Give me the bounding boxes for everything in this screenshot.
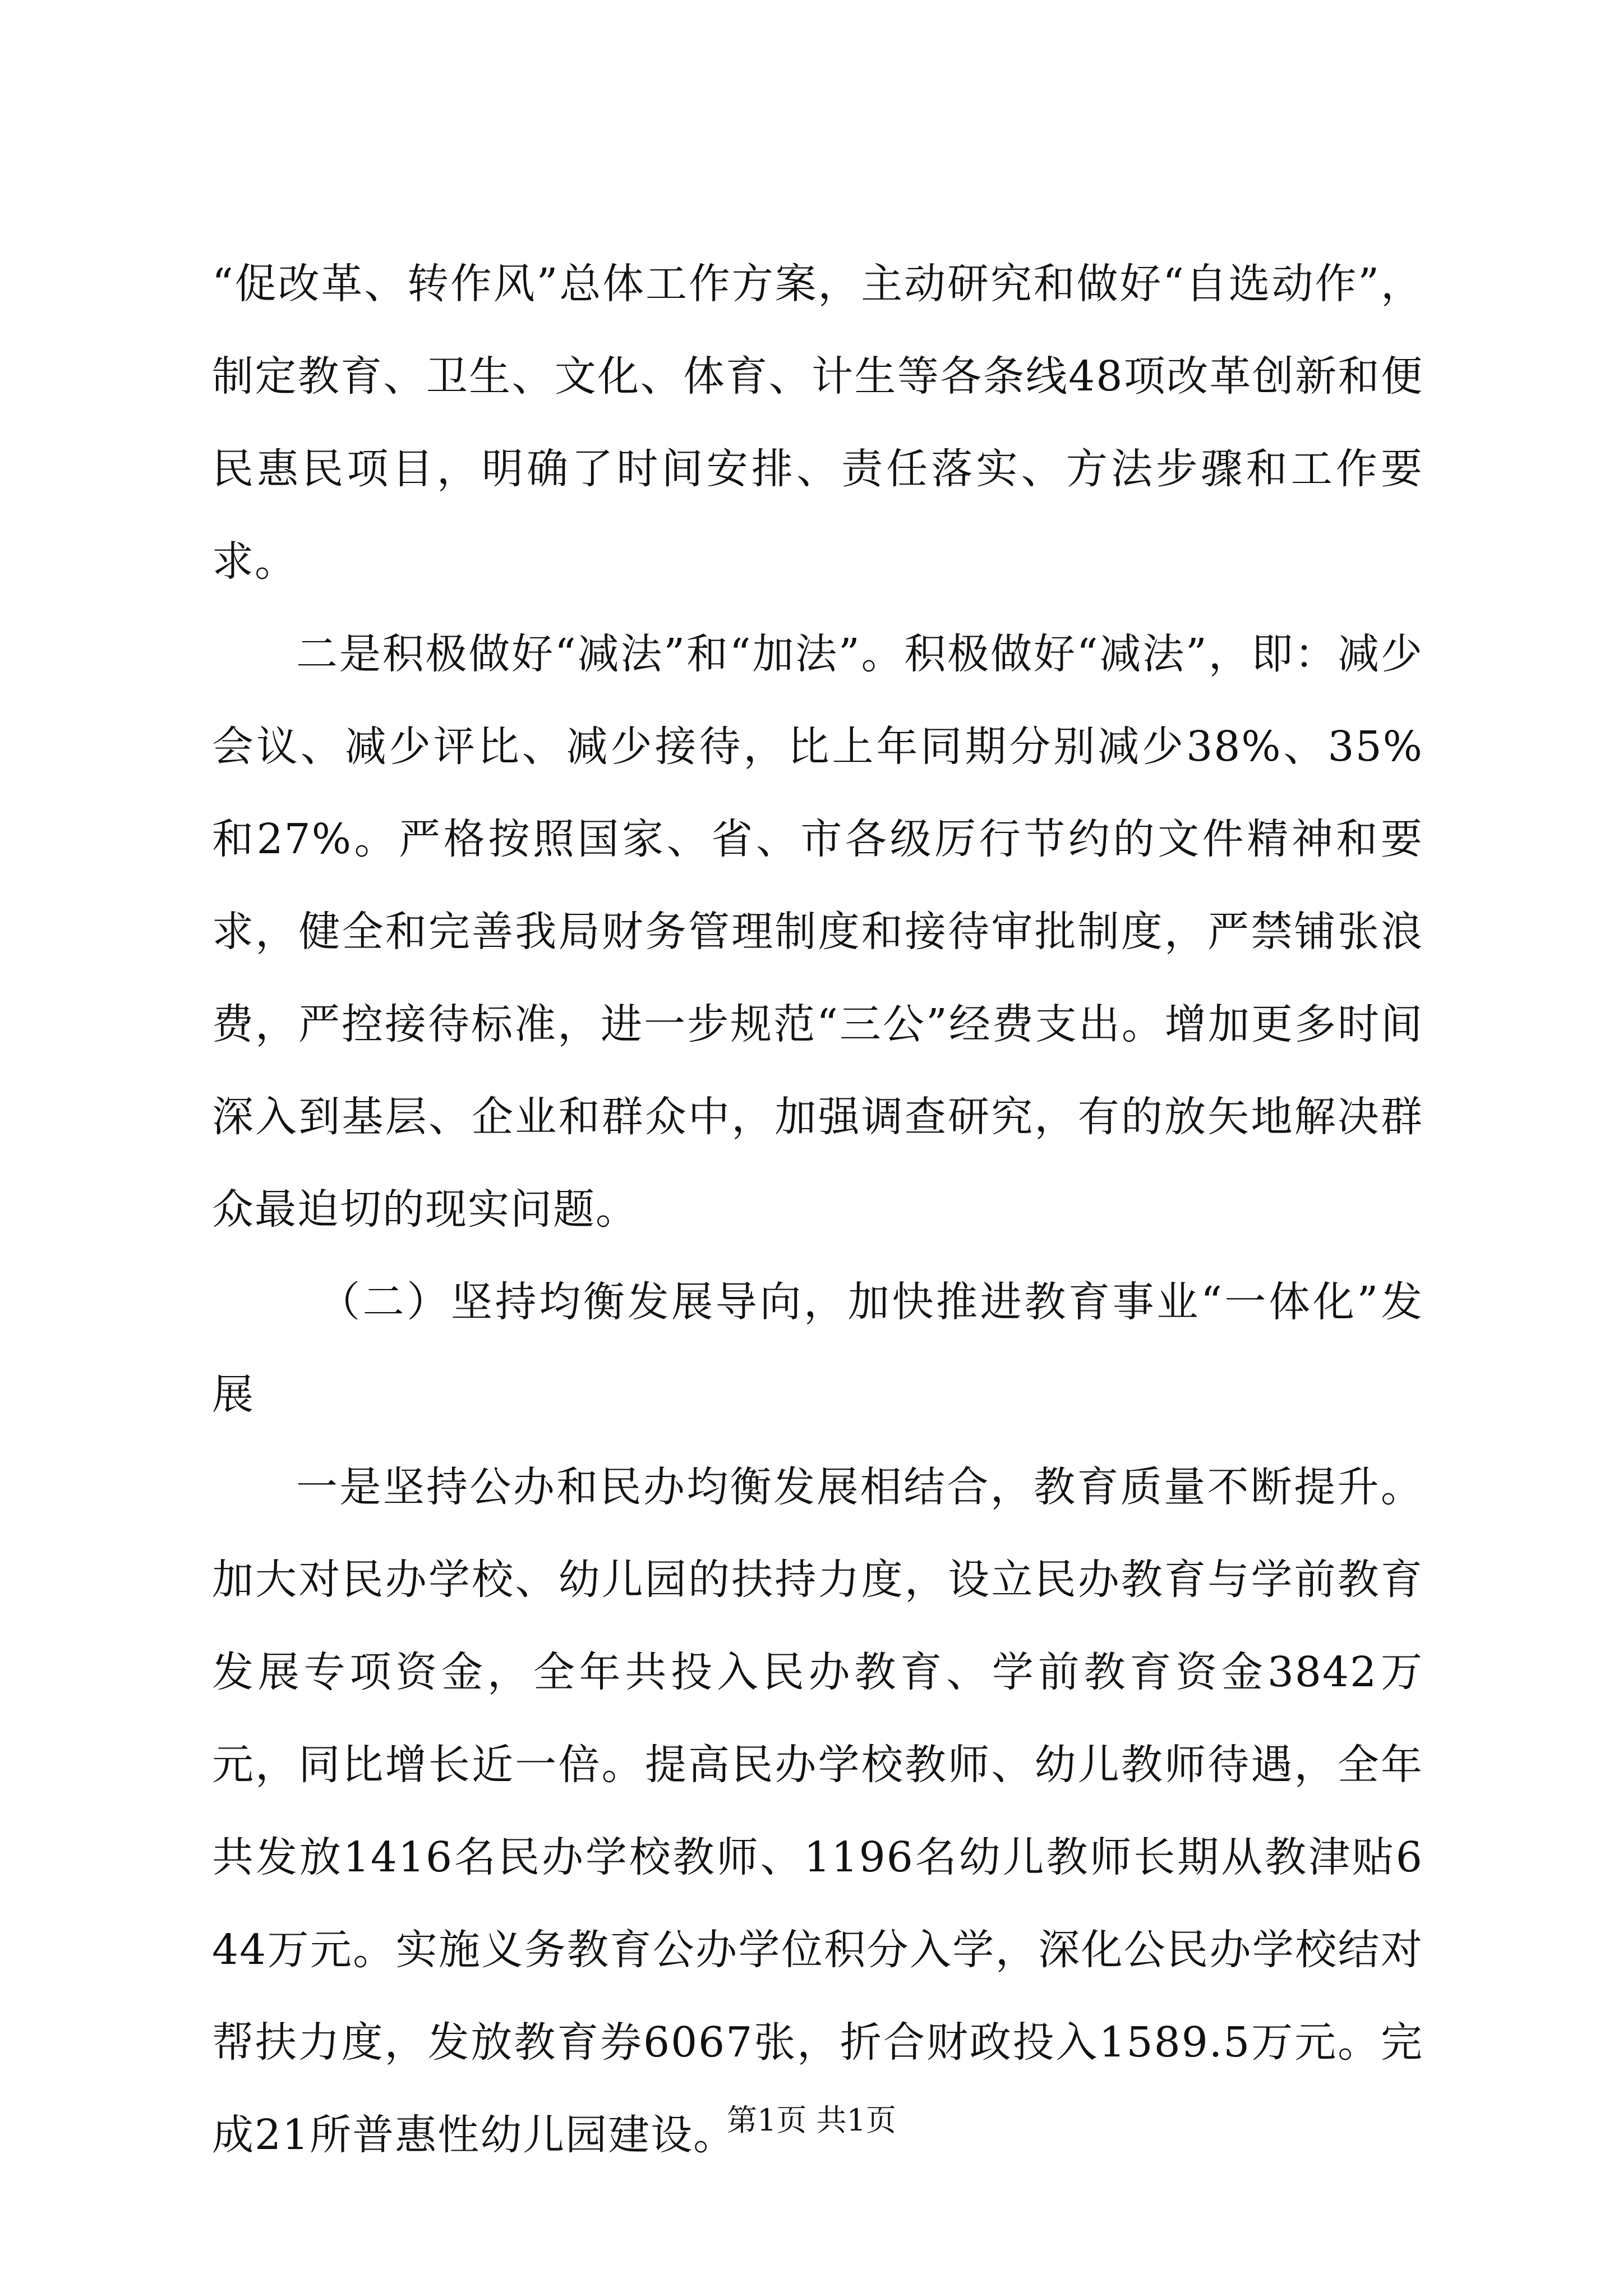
paragraph-subtraction-addition: 二是积极做好“减法”和“加法”。积极做好“减法”，即：减少会议、减少评比、减少接待，比上年同期分别减少38%、35%和27%。严格按照国家、省、市各级厉行节约的文件精神和要求，健全和完善我局财务管理制度和接待审批制度，严禁铺张浪费，严控接待标准，进一步规范“三公”经费支出。增加更多时间深入到基层、企业和群众中，加强调查研究，有的放矢地解决群众最迫切的现实问题。 [212,630,1423,1234]
paragraph-continuation: “促改革、转作风”总体工作方案，主动研究和做好“自选动作”，制定教育、卫生、文化、体育、计生等各条线48项改革创新和便民惠民项目，明确了时间安排、责任落实、方法步骤和工作要求。 [212,260,1423,586]
document-body [212,238,1423,2182]
page-footer: 第1页 共1页 [727,2102,896,2138]
paragraph-balanced-development: 一是坚持公办和民办均衡发展相结合，教育质量不断提升。加大对民办学校、幼儿园的扶持力度，设立民办教育与学前教育发展专项资金，全年共投入民办教育、学前教育资金3842万元，同比增长近一倍。提高民办学校教师、幼儿教师待遇，全年共发放1416名民办学校教师、1196名幼儿教师长期从教津贴644万元。实施义务教育公办学位积分入学，深化公民办学校结对帮扶力度，发放教育券6067张，折合财政投入1589.5万元。完成21所普惠性幼儿园建设。 [212,1463,1423,2159]
section-heading: （二）坚持均衡发展导向，加快推进教育事业“一体化”发展 [212,1278,1423,1419]
